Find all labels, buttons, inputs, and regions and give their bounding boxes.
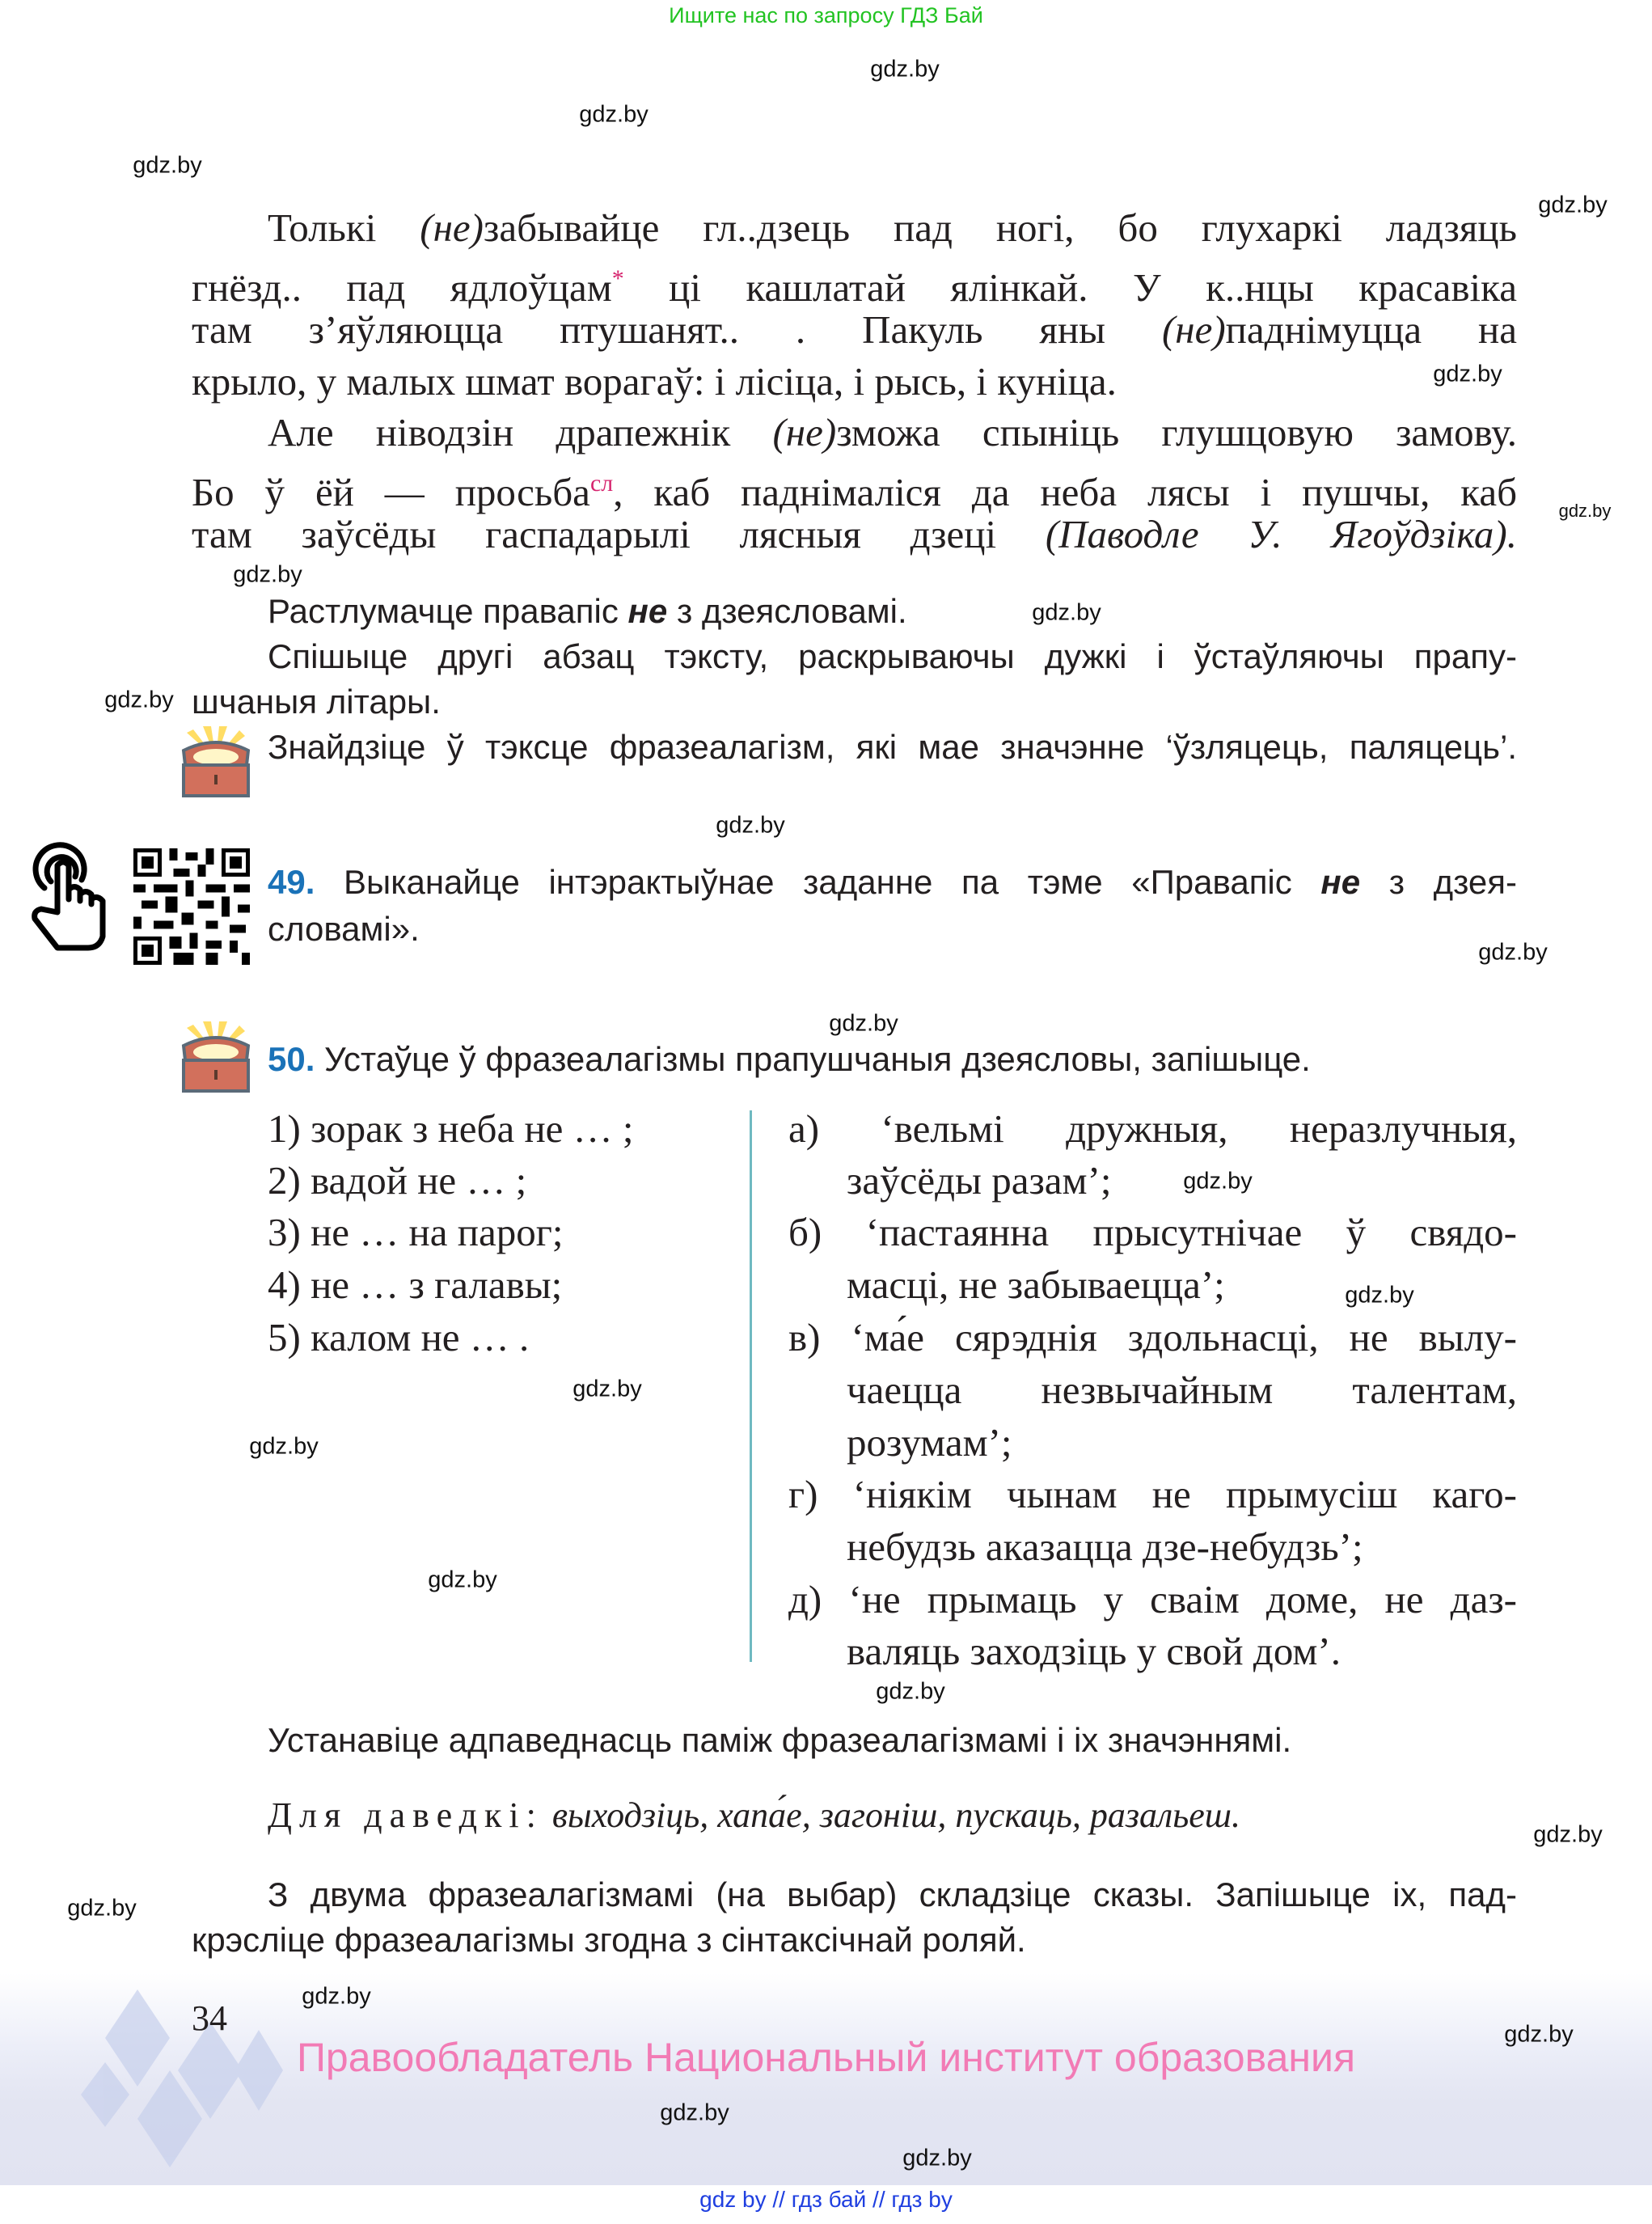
text-segment: не <box>1320 863 1361 901</box>
exercise-number: 50. <box>268 1040 315 1078</box>
text-segment: (не) <box>772 410 837 455</box>
exercise-49-instruction <box>268 856 1517 908</box>
phrase-item <box>268 1312 529 1364</box>
text-segment: (не) <box>420 205 484 250</box>
treasure-chest-icon <box>179 726 253 799</box>
text-segment: там заўсёды гаспадарылі лясныя дзеці <box>192 512 1046 556</box>
text-segment: паднімуцца на <box>1225 307 1517 352</box>
text-segment: масці, не забываецца’; <box>847 1262 1225 1307</box>
text-segment: выходзіць, хапа́е, загоніш, пускаць, разальеш. <box>543 1795 1241 1835</box>
text-segment: заўсёды разам’; <box>847 1158 1112 1203</box>
text-segment: Устаўце ў фразеалагізмы прапушчаныя дзеясловы, запішыце. <box>315 1040 1311 1078</box>
text-line <box>268 202 1517 254</box>
text-segment: Знайдзіце ў тэксце фразеалагізм, які мае значэнне ‘ўзляцець, паляцець’. <box>268 728 1517 766</box>
text-segment: Але ніводзін драпежнік <box>268 410 773 455</box>
phrase-item <box>268 1155 526 1207</box>
text-segment: крыло, у малых шмат ворагаў: і лісіца, і рысь, і куніца. <box>192 359 1117 404</box>
text-line <box>192 509 1517 560</box>
exercise-number: 49. <box>268 863 315 901</box>
meaning-item <box>788 1312 1517 1364</box>
text-segment: з дзея- <box>1360 863 1517 901</box>
text-segment: Бо ў ёй — просьба <box>192 470 590 514</box>
watermark: gdz.by <box>1183 1168 1253 1194</box>
text-segment: 5) калом не … . <box>268 1315 530 1359</box>
text-segment: шчаныя літары. <box>192 683 441 721</box>
task-copy <box>268 631 1517 683</box>
phrase-item <box>268 1207 563 1258</box>
watermark: gdz.by <box>660 2099 729 2126</box>
meaning-item-cont <box>847 1626 1341 1677</box>
watermark: gdz.by <box>1032 599 1101 626</box>
match-instruction <box>268 1715 1291 1766</box>
text-segment: 2) вадой не … ; <box>268 1158 527 1203</box>
text-line <box>268 407 1517 459</box>
watermark: gdz.by <box>1538 192 1608 218</box>
text-segment: Спішыце другі абзац тэксту, раскрываючы дужкі і ўстаўляючы прапу- <box>268 637 1517 675</box>
task-find <box>268 721 1517 773</box>
meaning-item <box>788 1574 1517 1626</box>
exercise-50-instruction <box>268 1034 1311 1085</box>
meaning-item-cont <box>847 1155 1112 1207</box>
task-explain <box>268 586 1517 637</box>
watermark: gdz.by <box>133 152 202 179</box>
meaning-item-cont <box>847 1417 1012 1469</box>
text-line <box>192 304 1517 356</box>
text-segment: там з’яўляюцца птушанят.. . Пакуль яны <box>192 307 1162 352</box>
watermark: gdz.by <box>870 56 940 82</box>
text-segment: 1) зорак з неба не … ; <box>268 1106 634 1151</box>
task-copy-cont <box>192 676 1517 728</box>
text-segment: а) ‘вельмі дружныя, неразлучныя, <box>788 1106 1517 1151</box>
text-segment: забывайце гл..дзець пад ногі, бо глухаркі ладзяць <box>483 205 1518 250</box>
text-segment: Устанавіце адпаведнасць паміж фразеалагізмамі і іх значэннямі. <box>268 1721 1292 1759</box>
watermark: gdz.by <box>572 1376 642 1402</box>
text-segment: не <box>627 592 668 630</box>
text-segment: словамі». <box>268 910 420 948</box>
site-links[interactable]: gdz by // гдз бай // гдз by <box>699 2187 953 2212</box>
text-segment: г) ‘ніякім чынам не прымусіш каго- <box>788 1472 1517 1516</box>
touch-hand-icon <box>28 839 108 954</box>
watermark: gdz.by <box>579 101 649 128</box>
text-segment: Выканайце інтэрактыўнае заданне па тэме «Правапіс <box>315 863 1321 901</box>
text-segment: Растлумачце правапіс <box>268 592 628 630</box>
text-segment: гнёзд.. пад ядлоўцам <box>192 265 612 310</box>
text-segment: З двума фразеалагізмамі (на выбар) складзіце сказы. Запішыце іх, пад- <box>268 1875 1517 1913</box>
text-line <box>192 458 1517 514</box>
text-segment: чаецца незвычайным талентам, <box>847 1368 1517 1412</box>
qr-code[interactable] <box>133 848 250 965</box>
text-segment: валяць заходзіць у свой дом’. <box>847 1629 1341 1673</box>
text-segment: д) ‘не прымаць у сваім доме, не даз- <box>788 1577 1517 1621</box>
reference-hint <box>268 1790 1240 1841</box>
phrase-item <box>268 1103 634 1155</box>
meaning-item <box>788 1207 1517 1258</box>
watermark: gdz.by <box>1345 1282 1414 1309</box>
watermark: gdz.by <box>829 1010 898 1037</box>
text-segment: (не) <box>1161 307 1226 352</box>
compose-instruction <box>268 1869 1517 1921</box>
text-segment: ці кашлатай ялінкай. У к..нцы красавіка <box>623 265 1517 310</box>
watermark: gdz.by <box>902 2145 972 2171</box>
text-line <box>192 356 1517 408</box>
meaning-item-cont <box>847 1259 1225 1311</box>
meaning-item-cont <box>847 1364 1517 1416</box>
exercise-49-instruction-cont <box>268 903 420 955</box>
text-segment: в) ‘ма́е сярэднія здольнасці, не вылу- <box>788 1315 1517 1359</box>
text-segment: (Паводле У. Ягоўдзіка). <box>1045 512 1517 556</box>
watermark: gdz.by <box>249 1433 319 1460</box>
watermark: gdz.by <box>233 561 302 588</box>
text-segment: крэсліце фразеалагізмы згодна з сінтаксічнай роляй. <box>192 1921 1026 1959</box>
text-segment: Толькі <box>268 205 420 250</box>
page-number: 34 <box>192 1998 227 2038</box>
watermark: gdz.by <box>302 1983 371 2010</box>
column-divider <box>750 1110 752 1662</box>
watermark: gdz.by <box>67 1895 137 1922</box>
text-segment: зможа спыніць глушцовую замову. <box>836 410 1517 455</box>
footnote-mark: сл <box>589 470 614 497</box>
compose-instruction-cont <box>192 1914 1517 1966</box>
meaning-item-cont <box>847 1521 1363 1573</box>
meaning-item <box>788 1469 1517 1520</box>
text-line <box>192 253 1517 310</box>
watermark: gdz.by <box>104 687 174 713</box>
text-segment: з дзеясловамі. <box>667 592 907 630</box>
copyright-notice: Правообладатель Национальный институт образования <box>296 2035 1356 2080</box>
text-segment: розумам’; <box>847 1420 1012 1465</box>
watermark: gdz.by <box>1558 501 1612 521</box>
search-hint-banner: Ищите нас по запросу ГДЗ Бай <box>669 3 983 27</box>
watermark: gdz.by <box>428 1567 497 1593</box>
text-segment: 4) не … з галавы; <box>268 1262 563 1307</box>
watermark: gdz.by <box>1533 1821 1603 1848</box>
text-segment: , каб паднімаліся да неба лясы і пушчы, каб <box>613 470 1517 514</box>
watermark: gdz.by <box>876 1678 945 1705</box>
watermark: gdz.by <box>716 812 785 839</box>
phrase-item <box>268 1259 562 1311</box>
meaning-item <box>788 1103 1517 1155</box>
text-segment: 3) не … на парог; <box>268 1210 564 1254</box>
watermark: gdz.by <box>1478 939 1548 966</box>
text-segment: небудзь аказацца дзе-небудзь’; <box>847 1524 1363 1569</box>
watermark: gdz.by <box>1433 361 1502 387</box>
text-segment: б) ‘пастаянна прысутнічае ў свядо- <box>788 1210 1517 1254</box>
text-segment: Для даведкі: <box>268 1795 543 1835</box>
watermark: gdz.by <box>1504 2021 1574 2048</box>
footnote-mark: * <box>611 265 624 292</box>
treasure-chest-icon <box>179 1021 253 1094</box>
